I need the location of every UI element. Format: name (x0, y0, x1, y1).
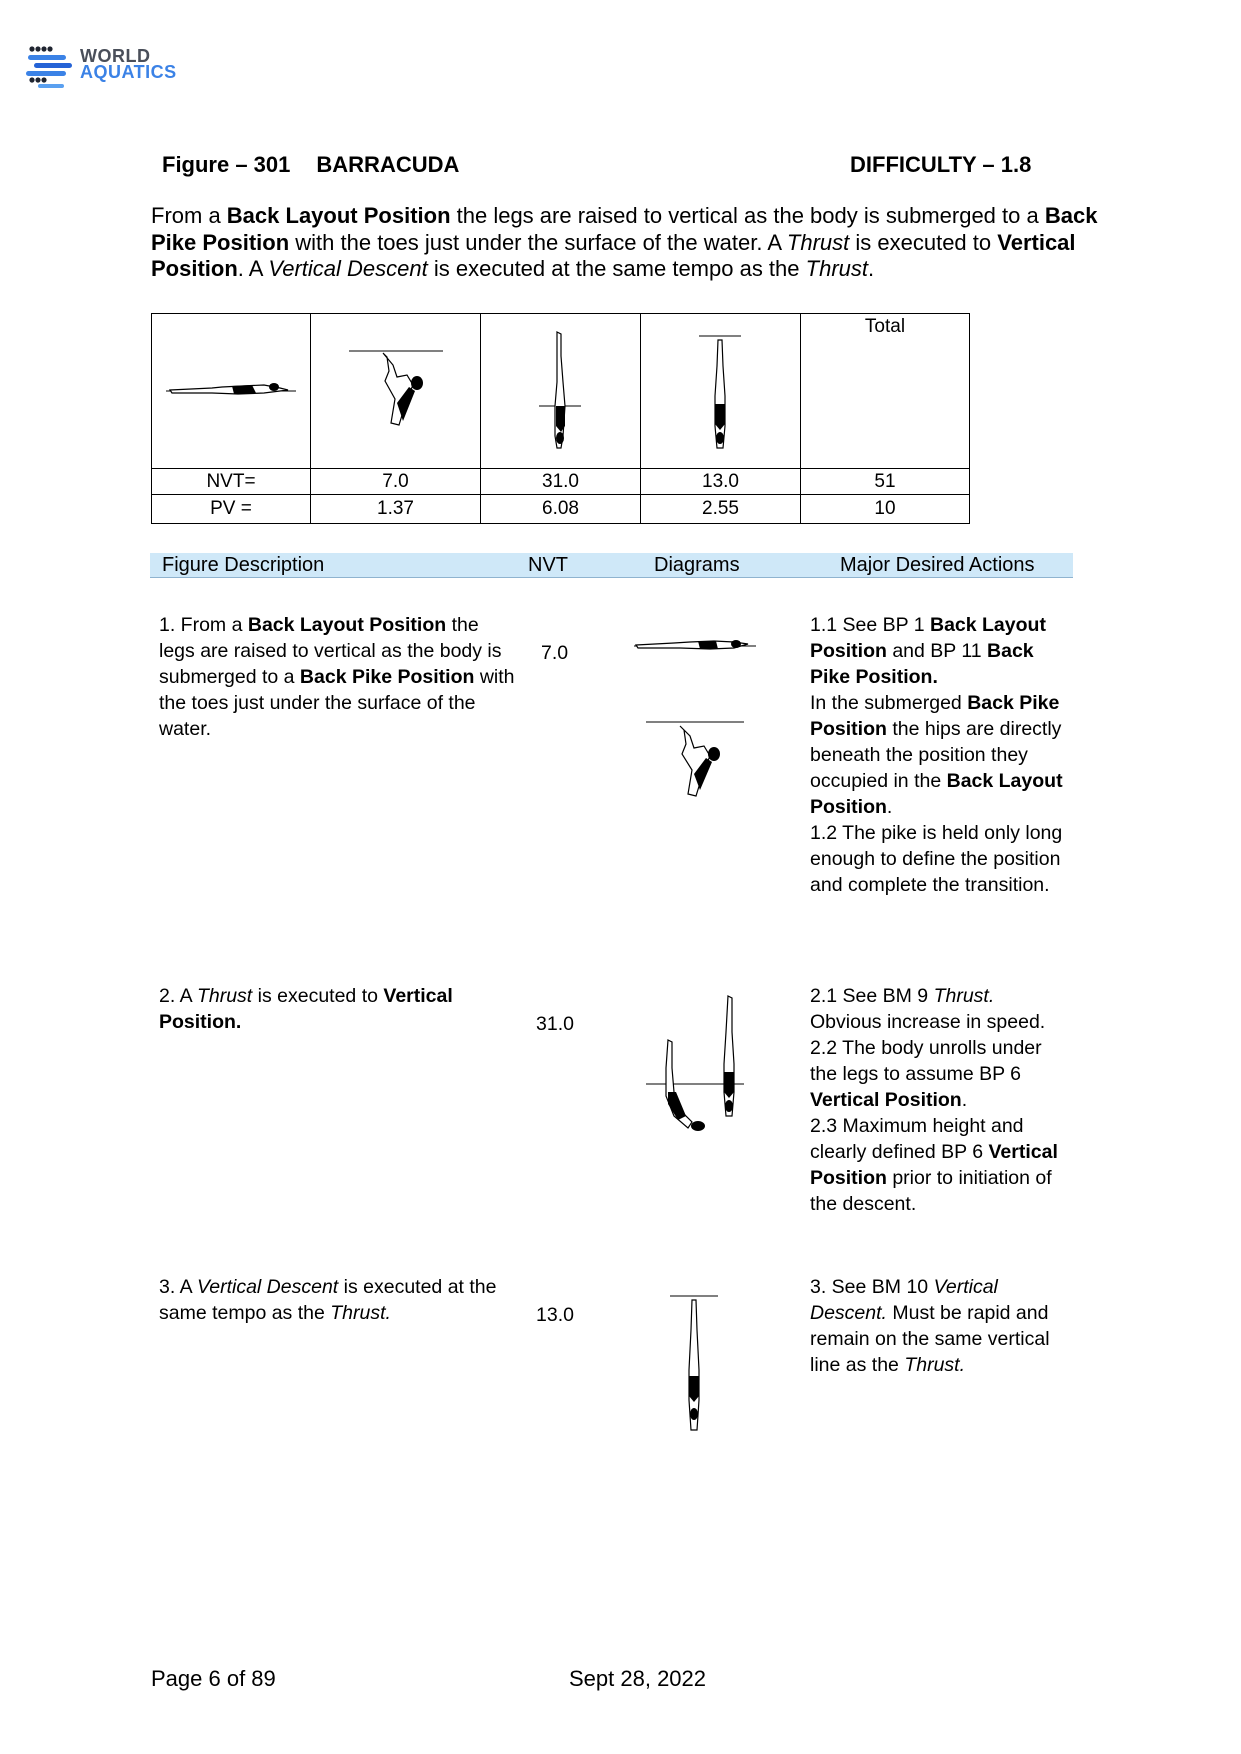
back-pike-diagram-icon (311, 341, 480, 441)
back-layout-diagram-icon (152, 361, 310, 421)
nvt-value: 7.0 (311, 469, 481, 495)
total-header-cell: Total (801, 314, 970, 469)
nvt-value: 13.0 (641, 469, 801, 495)
score-diagram-cell (641, 314, 801, 469)
row-3-description: 3. A Vertical Descent is executed at the same tempo as the Thrust. (159, 1276, 497, 1324)
pv-total: 10 (801, 495, 970, 524)
difficulty-label: DIFFICULTY – 1.8 (850, 152, 1032, 177)
score-diagram-cell (152, 314, 311, 469)
nvt-label: NVT= (152, 469, 311, 495)
row-2-description: 2. A Thrust is executed to Vertical Position. (159, 985, 453, 1033)
back-layout-diagram-icon (630, 630, 760, 660)
nvt-value: 31.0 (481, 469, 641, 495)
vertical-descent-diagram-icon (641, 326, 800, 456)
logo-mark-icon (24, 44, 76, 90)
header-major-desired-actions: Major Desired Actions (840, 554, 1035, 576)
description-header-bar (150, 553, 1073, 578)
vertical-descent-diagram-icon (664, 1290, 724, 1440)
row-3-actions: 3. See BM 10 Vertical Descent. Must be rapid and remain on the same vertical line as the Thrust. (810, 1276, 1050, 1376)
figure-name: BARRACUDA (316, 152, 460, 177)
back-pike-diagram-icon (640, 716, 750, 806)
row-1-nvt: 7.0 (541, 642, 569, 664)
row-2-actions: 2.1 See BM 9 Thrust. Obvious increase in speed. 2.2 The body unrolls under the legs to assume BP 6 Vertical Position. 2.3 Maximum height and clearly defined BP 6 Vertical Position prior to initiation of the descent. (810, 985, 1058, 1215)
row-2-nvt: 31.0 (536, 1013, 574, 1035)
logo-word-world: WORLD (80, 46, 151, 66)
row-3-nvt: 13.0 (536, 1304, 574, 1326)
logo-word-aquatics: AQUATICS (80, 62, 177, 82)
pv-value: 6.08 (481, 495, 641, 524)
thrust-diagram-icon (640, 992, 750, 1152)
header-nvt: NVT (528, 554, 568, 576)
score-diagram-cell (481, 314, 641, 469)
score-diagram-cell (311, 314, 481, 469)
vertical-position-diagram-icon (481, 326, 640, 456)
pv-label: PV = (152, 495, 311, 524)
score-table (151, 313, 970, 524)
figure-number: Figure – 301 (162, 152, 291, 177)
row-1-actions: 1.1 See BP 1 Back Layout Position and BP 11 Back Pike Position. In the submerged Back Pike Position the hips are directly beneath the position they occupied in the Back Layout Position. 1.2 The pike is held only long enough to define the position and complete the transition. (810, 614, 1063, 896)
figure-heading (162, 152, 459, 178)
header-figure-description: Figure Description (162, 554, 325, 576)
page-number: Page 6 of 89 (151, 1666, 276, 1691)
pv-value: 2.55 (641, 495, 801, 524)
row-1-description: 1. From a Back Layout Position the legs are raised to vertical as the body is submerged to a Back Pike Position with the toes just under the surface of the water. (159, 614, 515, 740)
nvt-total: 51 (801, 469, 970, 495)
document-date: Sept 28, 2022 (569, 1666, 707, 1691)
header-diagrams: Diagrams (654, 554, 740, 576)
pv-value: 1.37 (311, 495, 481, 524)
intro-paragraph: From a Back Layout Position the legs are raised to vertical as the body is submerged to a Back Pike Position with the toes just under the surface of the water. A Thrust is executed to Vertical Position. A Vertical Descent is executed at the same tempo as the Thrust. (151, 203, 1098, 281)
world-aquatics-logo (24, 44, 204, 90)
